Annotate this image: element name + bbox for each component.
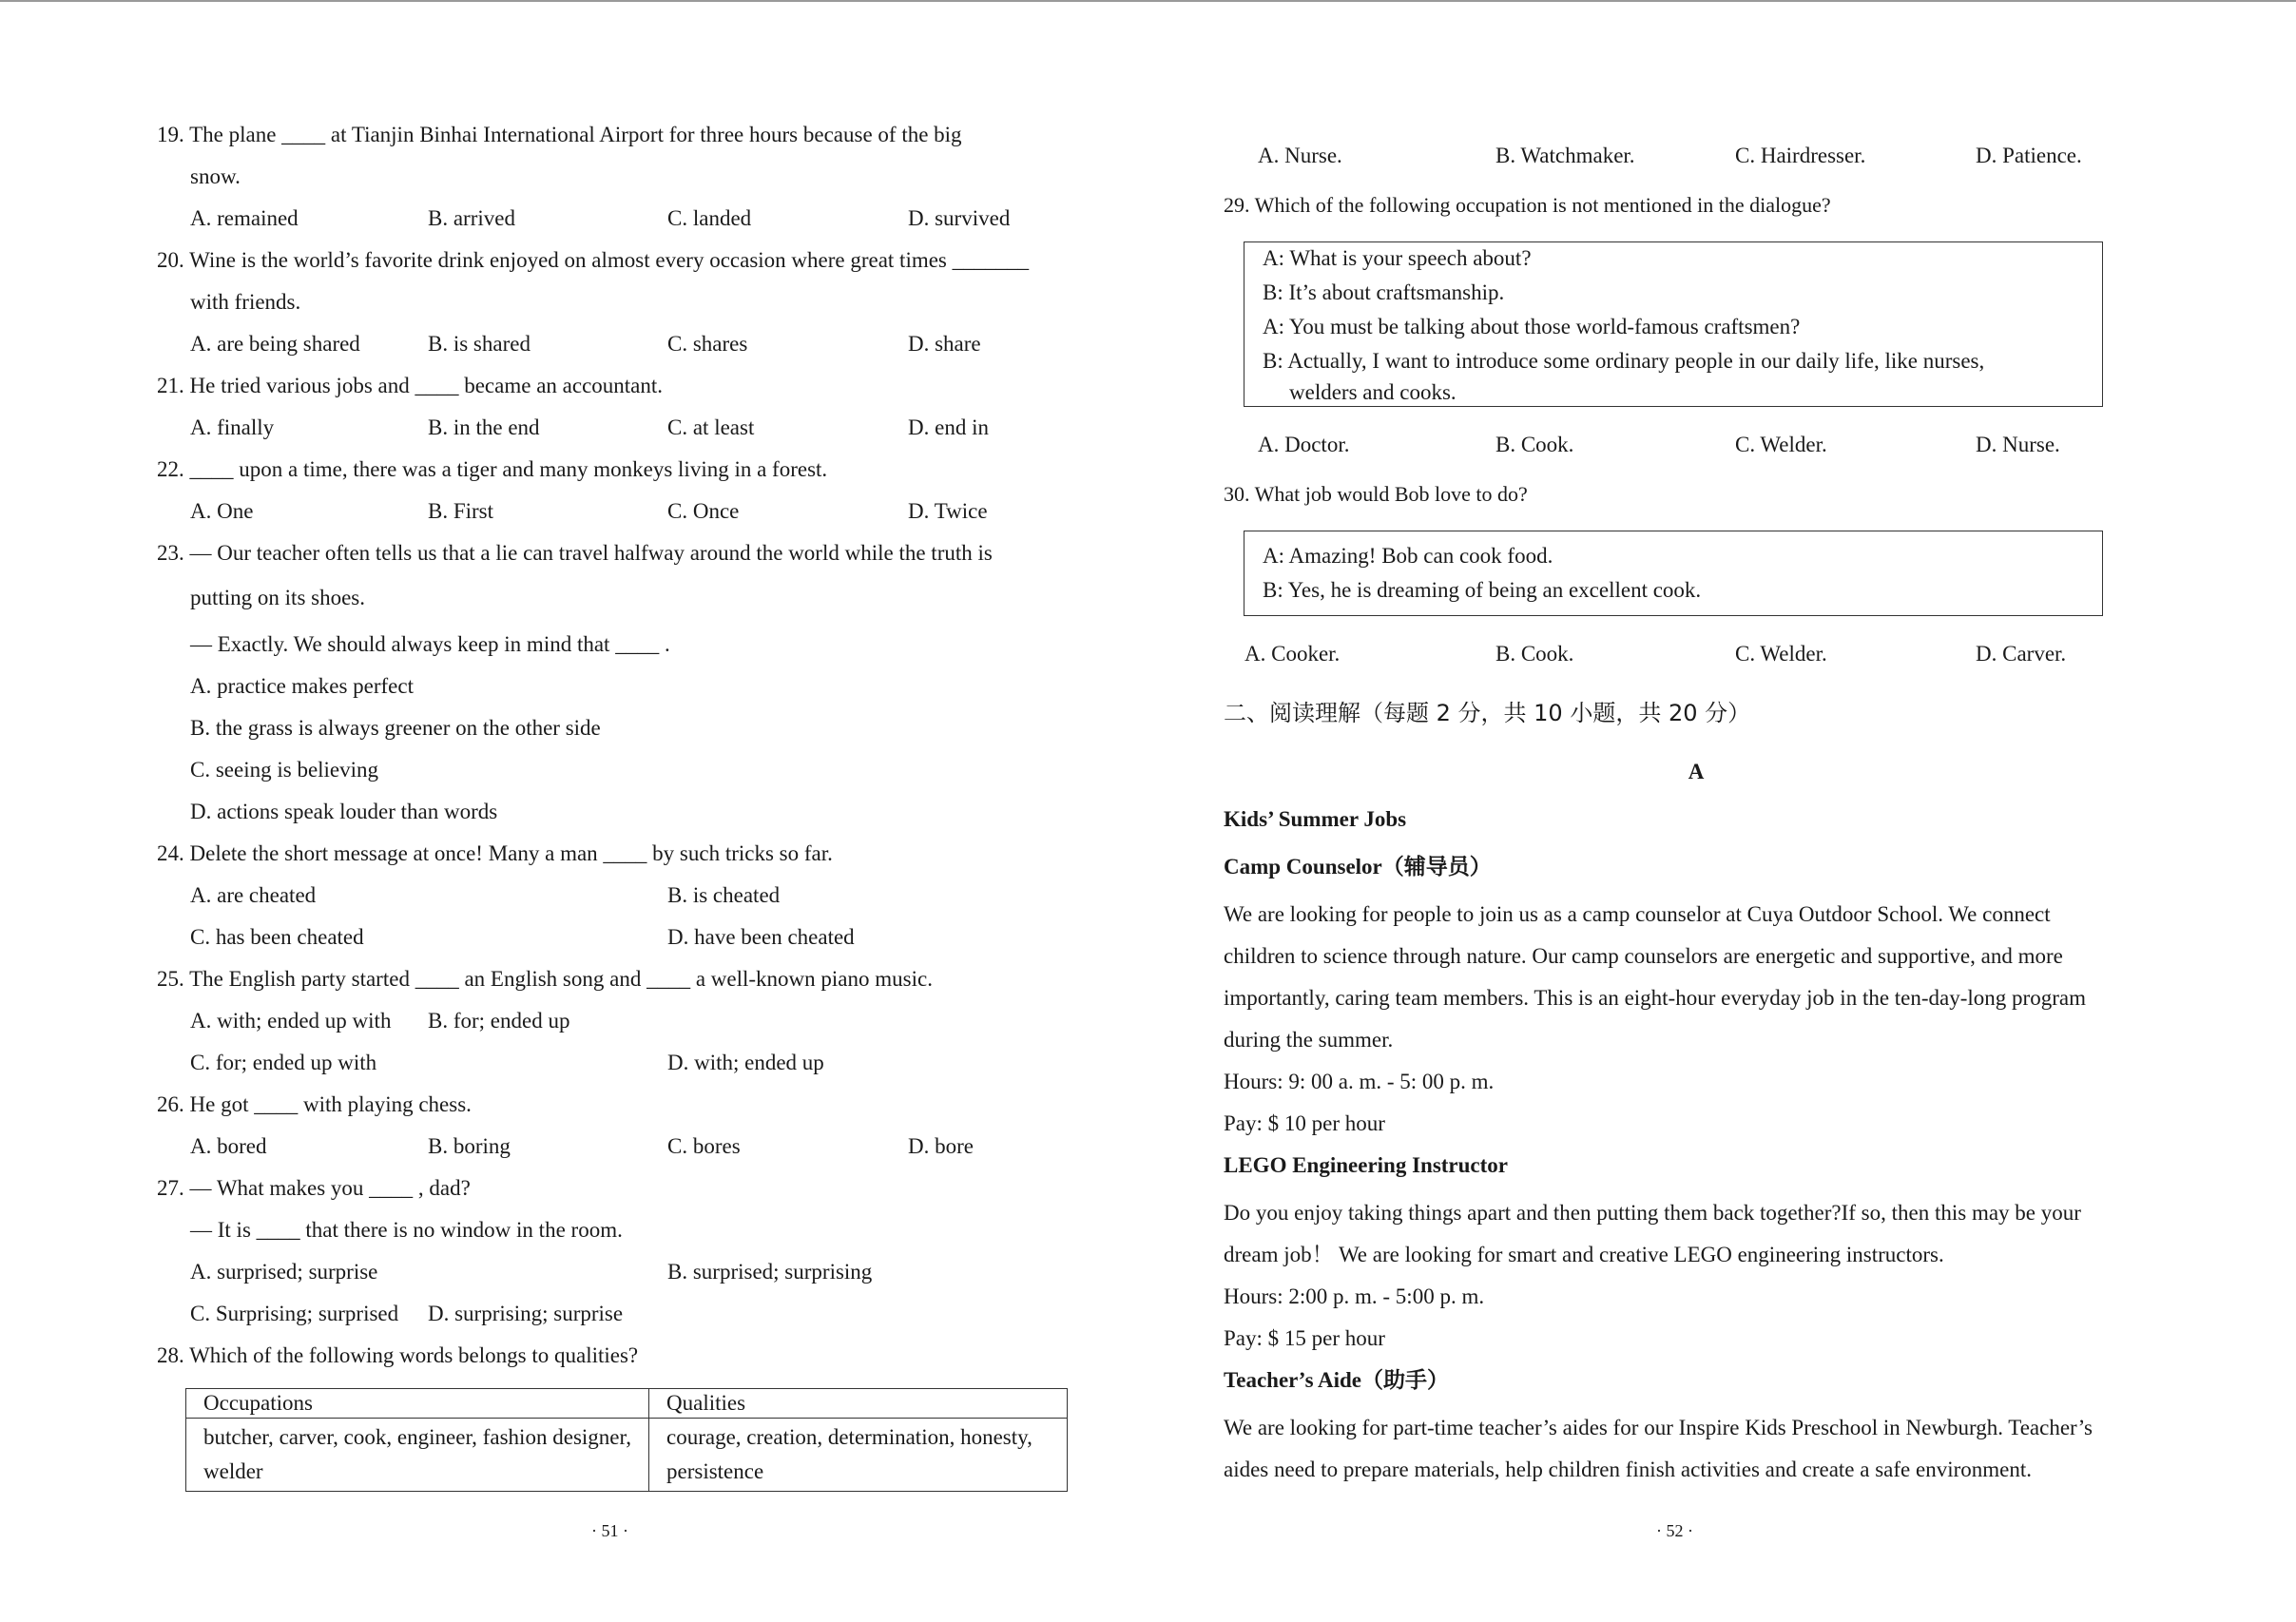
q21-option-d[interactable]: D. end in (908, 415, 989, 439)
q21-option-b[interactable]: B. in the end (428, 415, 540, 439)
q22-option-c[interactable]: C. Once (667, 499, 740, 523)
q24-option-d[interactable]: D. have been cheated (667, 925, 855, 949)
q23-option-b[interactable]: B. the grass is always greener on the other side (190, 716, 601, 740)
q25-option-c[interactable]: C. for; ended up with (190, 1051, 377, 1074)
q23-stem: 23. — Our teacher often tells us that a lie can travel halfway around the world while the truth is (157, 541, 993, 565)
q24-option-b[interactable]: B. is cheated (667, 883, 781, 907)
job1-pay: Pay: $ 10 per hour (1224, 1111, 1385, 1135)
job1-line-1: We are looking for people to join us as a camp counselor at Cuya Outdoor School. We connect (1224, 902, 2051, 926)
q27-option-c[interactable]: C. Surprising; surprised (190, 1302, 399, 1325)
q20-option-a[interactable]: A. are being shared (190, 332, 360, 356)
table-cell-qualities: courage, creation, determination, honesty, persistence (649, 1419, 1068, 1492)
job1-hours: Hours: 9: 00 a. m. - 5: 00 p. m. (1224, 1070, 1495, 1093)
q26-option-b[interactable]: B. boring (428, 1134, 511, 1158)
q23-response: — Exactly. We should always keep in mind that ____ . (190, 632, 670, 656)
q19-stem-cont: snow. (190, 164, 241, 188)
right-page (1141, 0, 2296, 1622)
table-header-qualities: Qualities (649, 1389, 1068, 1419)
job2-line-1: Do you enjoy taking things apart and then putting them back together?If so, then this may be your (1224, 1201, 2081, 1225)
q28-option-a[interactable]: A. Nurse. (1258, 144, 1342, 167)
q29-option-b[interactable]: B. Cook. (1495, 433, 1574, 456)
q29-dialogue-line-1: A: What is your speech about? (1263, 246, 1532, 270)
page-number-right: · 52 · (1656, 1521, 1693, 1540)
q20-option-c[interactable]: C. shares (667, 332, 748, 356)
q25-option-a[interactable]: A. with; ended up with (190, 1009, 392, 1033)
q22-stem: 22. ____ upon a time, there was a tiger and many monkeys living in a forest. (157, 457, 828, 481)
section-title: 二、阅读理解（每题 2 分，共 10 小题，共 20 分） (1224, 700, 1751, 726)
occupations-qualities-table (185, 1388, 1068, 1492)
passage-label: A (1688, 760, 1705, 783)
q23-stem-cont: putting on its shoes. (190, 586, 366, 609)
q28-option-c[interactable]: C. Hairdresser. (1735, 144, 1866, 167)
job1-line-4: during the summer. (1224, 1028, 1394, 1052)
q23-option-c[interactable]: C. seeing is believing (190, 758, 379, 782)
job2-line-2: dream job！ We are looking for smart and creative LEGO engineering instructors. (1224, 1243, 1944, 1266)
q29-dialogue-line-4: B: Actually, I want to introduce some ordinary people in our daily life, like nurses, (1263, 349, 1985, 373)
q30-stem: 30. What job would Bob love to do? (1224, 482, 1528, 506)
q28-stem: 28. Which of the following words belongs to qualities? (157, 1343, 639, 1367)
job1-title: Camp Counselor（辅导员） (1224, 855, 1492, 879)
q30-dialogue-box (1244, 531, 2103, 616)
q19-option-b[interactable]: B. arrived (428, 206, 515, 230)
q29-option-a[interactable]: A. Doctor. (1258, 433, 1350, 456)
job3-line-2: aides need to prepare materials, help children finish activities and create a safe environment. (1224, 1458, 2033, 1481)
q27-option-d[interactable]: D. surprising; surprise (428, 1302, 624, 1325)
q25-option-d[interactable]: D. with; ended up (667, 1051, 824, 1074)
q20-option-b[interactable]: B. is shared (428, 332, 531, 356)
q23-option-a[interactable]: A. practice makes perfect (190, 674, 414, 698)
q28-option-d[interactable]: D. Patience. (1976, 144, 2082, 167)
q29-dialogue-box (1244, 241, 2103, 407)
q24-option-a[interactable]: A. are cheated (190, 883, 317, 907)
q27-response: — It is ____ that there is no window in the room. (190, 1218, 623, 1242)
passage-title: Kids’ Summer Jobs (1224, 807, 1407, 831)
q29-dialogue-line-2: B: It’s about craftsmanship. (1263, 280, 1505, 304)
q21-option-c[interactable]: C. at least (667, 415, 755, 439)
job3-title: Teacher’s Aide（助手） (1224, 1368, 1450, 1392)
left-page (0, 0, 1141, 1622)
q29-dialogue-line-5: welders and cooks. (1289, 380, 1457, 404)
q29-option-c[interactable]: C. Welder. (1735, 433, 1827, 456)
q20-stem-cont: with friends. (190, 290, 301, 314)
q19-option-a[interactable]: A. remained (190, 206, 299, 230)
q27-option-b[interactable]: B. surprised; surprising (667, 1260, 873, 1284)
job1-line-3: importantly, caring team members. This is an eight-hour everyday job in the ten-day-long program (1224, 986, 2086, 1010)
q29-stem: 29. Which of the following occupation is not mentioned in the dialogue? (1224, 193, 1831, 217)
q26-option-c[interactable]: C. bores (667, 1134, 741, 1158)
table-header-occupations: Occupations (186, 1389, 649, 1419)
q21-option-a[interactable]: A. finally (190, 415, 275, 439)
q30-dialogue-line-2: B: Yes, he is dreaming of being an excellent cook. (1263, 578, 1702, 602)
q25-stem: 25. The English party started ____ an English song and ____ a well-known piano music. (157, 967, 933, 991)
job3-line-1: We are looking for part-time teacher’s aides for our Inspire Kids Preschool in Newburgh. Teacher’s (1224, 1416, 2093, 1439)
q26-stem: 26. He got ____ with playing chess. (157, 1092, 472, 1116)
table-cell-occupations: butcher, carver, cook, engineer, fashion designer, welder (186, 1419, 649, 1492)
q26-option-d[interactable]: D. bore (908, 1134, 974, 1158)
q25-option-b[interactable]: B. for; ended up (428, 1009, 570, 1033)
q29-option-d[interactable]: D. Nurse. (1976, 433, 2060, 456)
q30-dialogue-line-1: A: Amazing! Bob can cook food. (1263, 544, 1553, 568)
job2-title: LEGO Engineering Instructor (1224, 1153, 1509, 1177)
q26-option-a[interactable]: A. bored (190, 1134, 267, 1158)
q24-stem: 24. Delete the short message at once! Many a man ____ by such tricks so far. (157, 841, 833, 865)
q28-option-b[interactable]: B. Watchmaker. (1495, 144, 1635, 167)
page-number-left: · 51 · (591, 1521, 628, 1540)
q20-stem: 20. Wine is the world’s favorite drink enjoyed on almost every occasion where great times _______ (157, 248, 1030, 272)
q24-option-c[interactable]: C. has been cheated (190, 925, 364, 949)
q27-stem: 27. — What makes you ____ , dad? (157, 1176, 471, 1200)
q19-option-d[interactable]: D. survived (908, 206, 1011, 230)
q19-stem: 19. The plane ____ at Tianjin Binhai International Airport for three hours because of the big (157, 123, 962, 146)
q21-stem: 21. He tried various jobs and ____ became an accountant. (157, 374, 664, 397)
q22-option-a[interactable]: A. One (190, 499, 254, 523)
q23-option-d[interactable]: D. actions speak louder than words (190, 800, 498, 823)
q30-option-c[interactable]: C. Welder. (1735, 642, 1827, 666)
job2-hours: Hours: 2:00 p. m. - 5:00 p. m. (1224, 1284, 1485, 1308)
q27-option-a[interactable]: A. surprised; surprise (190, 1260, 378, 1284)
q22-option-d[interactable]: D. Twice (908, 499, 988, 523)
job2-pay: Pay: $ 15 per hour (1224, 1326, 1385, 1350)
q30-option-b[interactable]: B. Cook. (1495, 642, 1574, 666)
q22-option-b[interactable]: B. First (428, 499, 494, 523)
q30-option-d[interactable]: D. Carver. (1976, 642, 2067, 666)
q30-option-a[interactable]: A. Cooker. (1244, 642, 1341, 666)
q29-dialogue-line-3: A: You must be talking about those world-famous craftsmen? (1263, 315, 1801, 338)
job1-line-2: children to science through nature. Our camp counselors are energetic and supportive, and more (1224, 944, 2063, 968)
q19-option-c[interactable]: C. landed (667, 206, 752, 230)
q20-option-d[interactable]: D. share (908, 332, 981, 356)
